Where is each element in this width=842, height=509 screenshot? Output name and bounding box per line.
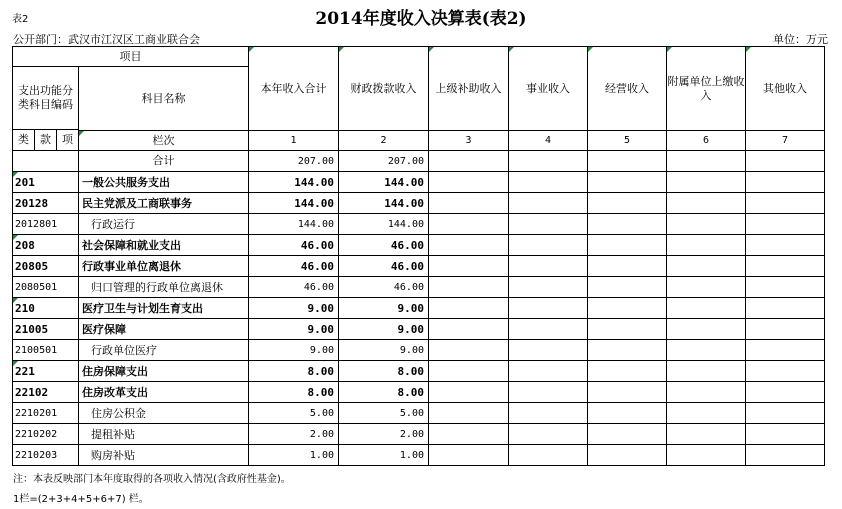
row-code: 2210201	[13, 403, 79, 424]
row-col-1: 46.00	[249, 235, 339, 256]
row-col-4	[509, 298, 588, 319]
department-label: 公开部门：武汉市江汉区工商业联合会	[13, 33, 200, 46]
row-code: 210	[13, 298, 79, 319]
row-col-6	[667, 319, 746, 340]
table-tag: 表2	[12, 14, 29, 25]
row-code: 2080501	[13, 277, 79, 298]
row-code: 20128	[13, 193, 79, 214]
row-col-4	[509, 172, 588, 193]
header-col-7: 其他收入	[746, 47, 825, 131]
row-col-6	[667, 172, 746, 193]
row-col-6	[667, 361, 746, 382]
row-col-7	[746, 382, 825, 403]
row-col-2: 1.00	[339, 445, 429, 466]
row-col-1: 5.00	[249, 403, 339, 424]
row-subject-name: 购房补贴	[79, 445, 249, 466]
total-code-cell	[13, 151, 79, 172]
row-col-4	[509, 340, 588, 361]
row-col-1: 9.00	[249, 298, 339, 319]
row-col-7	[746, 214, 825, 235]
row-code: 2210202	[13, 424, 79, 445]
table-row	[13, 277, 825, 298]
row-subject-name: 住房保障支出	[79, 361, 249, 382]
row-col-4	[509, 214, 588, 235]
row-col-5	[588, 361, 667, 382]
row-col-5	[588, 235, 667, 256]
unit-label: 单位：万元	[773, 33, 828, 46]
table-row	[13, 172, 825, 193]
row-col-2: 2.00	[339, 424, 429, 445]
row-col-3	[429, 256, 509, 277]
row-col-1: 46.00	[249, 277, 339, 298]
row-col-4	[509, 403, 588, 424]
header-func-code: 支出功能分类科目编码	[13, 67, 79, 130]
row-col-2: 9.00	[339, 298, 429, 319]
row-col-2: 144.00	[339, 193, 429, 214]
col-num-6: 6	[667, 131, 746, 151]
row-col-5	[588, 340, 667, 361]
row-col-5	[588, 319, 667, 340]
table-row	[13, 382, 825, 403]
row-col-1: 144.00	[249, 172, 339, 193]
total-label: 合计	[79, 151, 249, 172]
row-subject-name: 住房公积金	[79, 403, 249, 424]
row-col-6	[667, 445, 746, 466]
row-col-7	[746, 235, 825, 256]
row-code: 22102	[13, 382, 79, 403]
row-col-1: 8.00	[249, 382, 339, 403]
row-subject-name: 行政单位医疗	[79, 340, 249, 361]
row-code: 2012801	[13, 214, 79, 235]
row-col-5	[588, 193, 667, 214]
row-col-6	[667, 403, 746, 424]
row-col-5	[588, 424, 667, 445]
row-col-1: 1.00	[249, 445, 339, 466]
row-subject-name: 一般公共服务支出	[79, 172, 249, 193]
row-subject-name: 行政事业单位离退休	[79, 256, 249, 277]
col-num-1: 1	[249, 131, 339, 151]
row-col-4	[509, 445, 588, 466]
table-body	[13, 172, 825, 466]
row-col-2: 8.00	[339, 361, 429, 382]
table-row	[13, 298, 825, 319]
row-col-2: 144.00	[339, 172, 429, 193]
row-col-6	[667, 298, 746, 319]
row-col-3	[429, 361, 509, 382]
row-code: 201	[13, 172, 79, 193]
header-col-4: 事业收入	[509, 47, 588, 131]
row-col-2: 144.00	[339, 214, 429, 235]
row-col-2: 46.00	[339, 277, 429, 298]
row-col-6	[667, 382, 746, 403]
row-col-4	[509, 361, 588, 382]
row-col-3	[429, 424, 509, 445]
table-row	[13, 445, 825, 466]
table-row	[13, 319, 825, 340]
row-col-1: 144.00	[249, 193, 339, 214]
row-col-6	[667, 424, 746, 445]
row-col-2: 46.00	[339, 256, 429, 277]
row-col-7	[746, 172, 825, 193]
col-num-7: 7	[746, 131, 825, 151]
row-subject-name: 提租补贴	[79, 424, 249, 445]
col-num-5: 5	[588, 131, 667, 151]
row-col-5	[588, 403, 667, 424]
row-col-3	[429, 235, 509, 256]
table-row	[13, 361, 825, 382]
row-col-1: 8.00	[249, 361, 339, 382]
row-col-4	[509, 193, 588, 214]
row-col-3	[429, 277, 509, 298]
row-col-6	[667, 214, 746, 235]
header-kuan: 款	[35, 130, 57, 151]
header-col-6: 附属单位上缴收入	[667, 47, 746, 131]
table-row	[13, 424, 825, 445]
row-subject-name: 民主党派及工商联事务	[79, 193, 249, 214]
table-row	[13, 214, 825, 235]
table-row	[13, 256, 825, 277]
col-num-3: 3	[429, 131, 509, 151]
row-col-2: 9.00	[339, 340, 429, 361]
row-col-6	[667, 340, 746, 361]
row-col-3	[429, 214, 509, 235]
row-col-1: 9.00	[249, 319, 339, 340]
income-table	[12, 46, 825, 466]
table-row	[13, 235, 825, 256]
header-project: 项目	[13, 47, 249, 67]
row-col-3	[429, 340, 509, 361]
row-col-7	[746, 445, 825, 466]
row-col-2: 9.00	[339, 319, 429, 340]
total-col-1: 207.00	[249, 151, 339, 172]
row-col-3	[429, 172, 509, 193]
row-col-1: 2.00	[249, 424, 339, 445]
header-col-5: 经营收入	[588, 47, 667, 131]
row-code: 20805	[13, 256, 79, 277]
table-row	[13, 340, 825, 361]
row-col-7	[746, 424, 825, 445]
row-col-4	[509, 424, 588, 445]
row-col-6	[667, 235, 746, 256]
row-col-2: 46.00	[339, 235, 429, 256]
row-col-3	[429, 298, 509, 319]
row-col-5	[588, 445, 667, 466]
row-col-3	[429, 382, 509, 403]
row-col-5	[588, 382, 667, 403]
header-col-3: 上级补助收入	[429, 47, 509, 131]
row-col-2: 5.00	[339, 403, 429, 424]
row-col-7	[746, 403, 825, 424]
row-col-7	[746, 361, 825, 382]
row-code: 208	[13, 235, 79, 256]
header-subject-name: 科目名称	[79, 67, 249, 131]
page-title: 2014年度收入决算表(表2)	[315, 9, 527, 29]
row-subject-name: 医疗保障	[79, 319, 249, 340]
row-subject-name: 归口管理的行政单位离退休	[79, 277, 249, 298]
row-col-2: 8.00	[339, 382, 429, 403]
row-subject-name: 社会保障和就业支出	[79, 235, 249, 256]
col-num-4: 4	[509, 131, 588, 151]
col-num-2: 2	[339, 131, 429, 151]
row-code: 21005	[13, 319, 79, 340]
row-col-1: 46.00	[249, 256, 339, 277]
table-row	[13, 193, 825, 214]
header-col-1: 本年收入合计	[249, 47, 339, 131]
row-col-6	[667, 277, 746, 298]
row-col-1: 9.00	[249, 340, 339, 361]
row-col-6	[667, 193, 746, 214]
row-col-4	[509, 256, 588, 277]
header-xiang: 项	[57, 130, 79, 151]
row-col-3	[429, 319, 509, 340]
table-row	[13, 403, 825, 424]
row-col-5	[588, 298, 667, 319]
row-col-7	[746, 340, 825, 361]
header-lanci: 栏次	[79, 131, 249, 151]
row-col-7	[746, 277, 825, 298]
row-subject-name: 行政运行	[79, 214, 249, 235]
row-col-5	[588, 214, 667, 235]
row-col-7	[746, 256, 825, 277]
header-lei: 类	[13, 130, 35, 151]
row-code: 2210203	[13, 445, 79, 466]
row-col-7	[746, 319, 825, 340]
row-col-6	[667, 256, 746, 277]
row-col-3	[429, 403, 509, 424]
row-col-7	[746, 193, 825, 214]
row-col-3	[429, 193, 509, 214]
row-col-4	[509, 235, 588, 256]
row-code: 221	[13, 361, 79, 382]
total-col-2: 207.00	[339, 151, 429, 172]
row-subject-name: 住房改革支出	[79, 382, 249, 403]
row-col-1: 144.00	[249, 214, 339, 235]
row-col-4	[509, 319, 588, 340]
row-subject-name: 医疗卫生与计划生育支出	[79, 298, 249, 319]
row-col-4	[509, 382, 588, 403]
row-code: 2100501	[13, 340, 79, 361]
row-col-5	[588, 277, 667, 298]
note-line-1: 注：本表反映部门本年度取得的各项收入情况(含政府性基金)。	[13, 474, 291, 485]
row-col-4	[509, 277, 588, 298]
note-line-2: 1栏=(2+3+4+5+6+7) 栏。	[13, 494, 149, 505]
row-col-7	[746, 298, 825, 319]
header-col-2: 财政拨款收入	[339, 47, 429, 131]
row-col-3	[429, 445, 509, 466]
row-col-5	[588, 256, 667, 277]
row-col-5	[588, 172, 667, 193]
